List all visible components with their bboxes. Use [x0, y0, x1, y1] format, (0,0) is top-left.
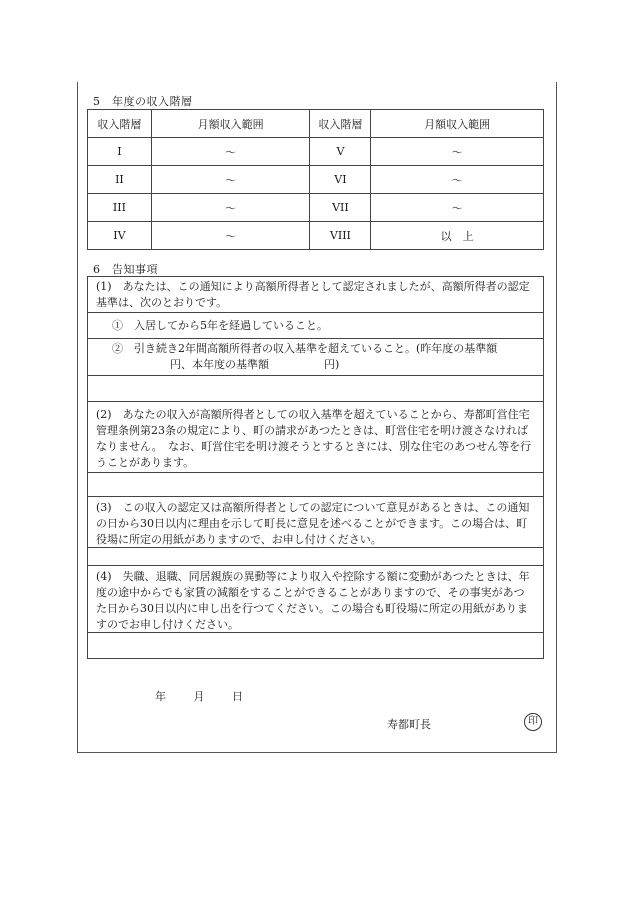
table-cell: ～ — [371, 138, 544, 166]
table-cell: VI — [310, 166, 371, 194]
table-row — [88, 222, 544, 250]
blank-row — [88, 633, 543, 658]
table-cell: IV — [88, 222, 152, 250]
table-cell: ～ — [151, 194, 310, 222]
notice-item-2: (2) あなたの収入が高額所得者としての収入基準を超えていることから、寿都町営住宅管理条例第23条の規定により、町の請求があつたときは、町営住宅を明け渡さなければなりません。 なお、町営住宅を明け渡そうとするときには、別な住宅のあつせん等を行うことがあります。 — [88, 402, 543, 473]
seal-mark: 印 — [524, 713, 542, 731]
notice-item-1b-line1: ② 引き続き2年間高額所得者の収入基準を超えていること。(昨年度の基準額 — [112, 342, 498, 355]
table-cell: II — [88, 166, 152, 194]
notice-item-4: (4) 失職、退職、同居親族の異動等により収入や控除する額に変動があつたときは、年度の途中からでも家賃の減額をすることができることがありますので、その事実があつた日から30日以内に申し出を行つてください。この場合も町役場に所定の用紙がありますのでお申し付けください。 — [88, 566, 543, 633]
date-line: 年 月 日 — [155, 690, 243, 703]
table-cell: III — [88, 194, 152, 222]
notice-item-1a: ① 入居してから5年を経過していること。 — [88, 313, 543, 339]
notice-item-1b-line2: 円、本年度の基準額 円) — [170, 358, 340, 371]
table-cell: 以 上 — [371, 222, 544, 250]
table-cell: I — [88, 138, 152, 166]
header-cell: 収入階層 — [310, 110, 371, 138]
blank-row — [88, 473, 543, 497]
table-cell: V — [310, 138, 371, 166]
header-cell: 月額収入範囲 — [151, 110, 310, 138]
table-row — [88, 194, 544, 222]
table-header-row — [88, 110, 544, 138]
table-cell: ～ — [151, 166, 310, 194]
blank-row — [88, 548, 543, 566]
section-5-title: 5 年度の収入階層 — [93, 95, 193, 108]
table-cell: ～ — [151, 138, 310, 166]
notice-item-1: (1) あなたは、この通知により高額所得者として認定されましたが、高額所得者の認定基準は、次のとおりです。 — [88, 277, 543, 313]
section-6-title: 6 告知事項 — [93, 263, 158, 276]
blank-row — [88, 376, 543, 402]
table-cell: VIII — [310, 222, 371, 250]
notice-item-1b — [88, 339, 543, 376]
mayor-title: 寿都町長 — [387, 718, 431, 731]
notice-box — [87, 276, 544, 659]
income-level-table — [87, 109, 544, 250]
table-cell: VII — [310, 194, 371, 222]
table-cell: ～ — [151, 222, 310, 250]
table-row — [88, 138, 544, 166]
table-cell: ～ — [371, 194, 544, 222]
header-cell: 月額収入範囲 — [371, 110, 544, 138]
notice-item-3: (3) この収入の認定又は高額所得者としての認定について意見があるときは、この通知の日から30日以内に理由を示して町長に意見を述べることができます。この場合は、町役場に所定の用紙がありますので、お申し付けください。 — [88, 497, 543, 548]
table-cell: ～ — [371, 166, 544, 194]
table-row — [88, 166, 544, 194]
header-cell: 収入階層 — [88, 110, 152, 138]
